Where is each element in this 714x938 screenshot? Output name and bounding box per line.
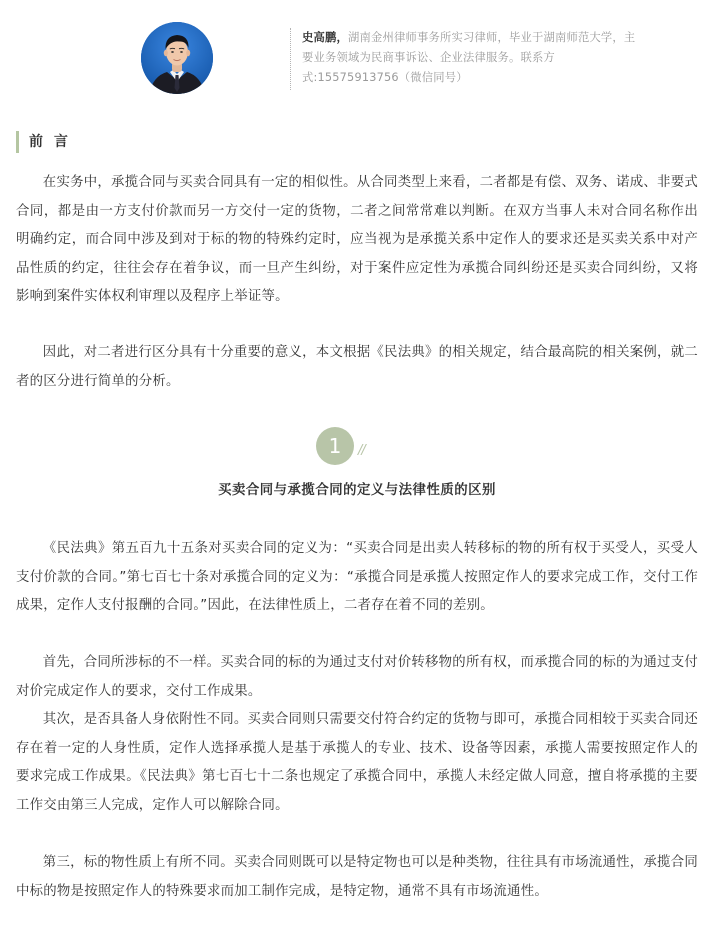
section-paragraph-2: 首先，合同所涉标的不一样。买卖合同的标的为通过支付对价转移物的所有权，而承揽合同的标的为通过支付对价完成定作人的要求，交付工作成果。: [16, 655, 698, 699]
preface-paragraph-1: 在实务中，承揽合同与买卖合同具有一定的相似性。从合同类型上来看，二者都是有偿、双务、诺成、非要式合同，都是由一方支付价款而另一方交付一定的货物，二者之间常常难以判断。在双方当事人未对合同名称作出明确约定，而合同中涉及到对于标的物的特殊约定时，应当视为是承揽关系中定作人的要求还是买卖关系中对产品性质的约定，往往会存在着争议，而一旦产生纠纷，对于案件应定性为承揽合同纠纷还是买卖合同纠纷，又将影响到案件实体权利审理以及程序上举证等。: [16, 175, 698, 305]
section-slash-mark: //: [358, 443, 365, 458]
section-paragraph-3: 其次，是否具备人身依附性不同。买卖合同则只需要交付符合约定的货物与即可，承揽合同相较于买卖合同还存在着一定的人身性质，定作人选择承揽人是基于承揽人的专业、技术、设备等因素，承揽人需要按照定作人的要求完成工作成果。《民法典》第七百七十二条也规定了承揽合同中，承揽人未经定做人同意，擅自将承揽的主要工作交由第三人完成，定作人可以解除合同。: [16, 712, 698, 813]
section-number-badge: 1: [316, 427, 354, 465]
author-name: 史高鹏，: [302, 31, 348, 44]
author-avatar: [141, 22, 213, 94]
author-divider: [290, 28, 291, 90]
preface-heading: 前 言: [16, 131, 71, 153]
author-card: [141, 22, 641, 94]
author-bio-text: 湖南金州律师事务所实习律师，毕业于湖南师范大学，主要业务领域为民商事诉讼、企业法律服务。联系方式:15575913756（微信同号）: [302, 31, 636, 84]
section-title: 买卖合同与承揽合同的定义与法律性质的区别: [218, 483, 496, 498]
section-paragraph-1: 《民法典》第五百九十五条对买卖合同的定义为：“买卖合同是出卖人转移标的物的所有权于买受人，买受人支付价款的合同。”第七百七十条对承揽合同的定义为：“承揽合同是承揽人按照定作人的要求完成工作，交付工作成果，定作人支付报酬的合同。”因此，在法律性质上，二者存在着不同的差别。: [16, 541, 698, 614]
author-bio: [302, 28, 642, 88]
section-paragraph-4: 第三，标的物性质上有所不同。买卖合同则既可以是特定物也可以是种类物，往往具有市场流通性，承揽合同中标的物是按照定作人的特殊要求而加工制作完成，是特定物，通常不具有市场流通性。: [16, 855, 698, 899]
person-portrait-icon: [141, 22, 213, 94]
preface-paragraph-2: 因此，对二者进行区分具有十分重要的意义，本文根据《民法典》的相关规定，结合最高院的相关案例，就二者的区分进行简单的分析。: [16, 345, 698, 389]
